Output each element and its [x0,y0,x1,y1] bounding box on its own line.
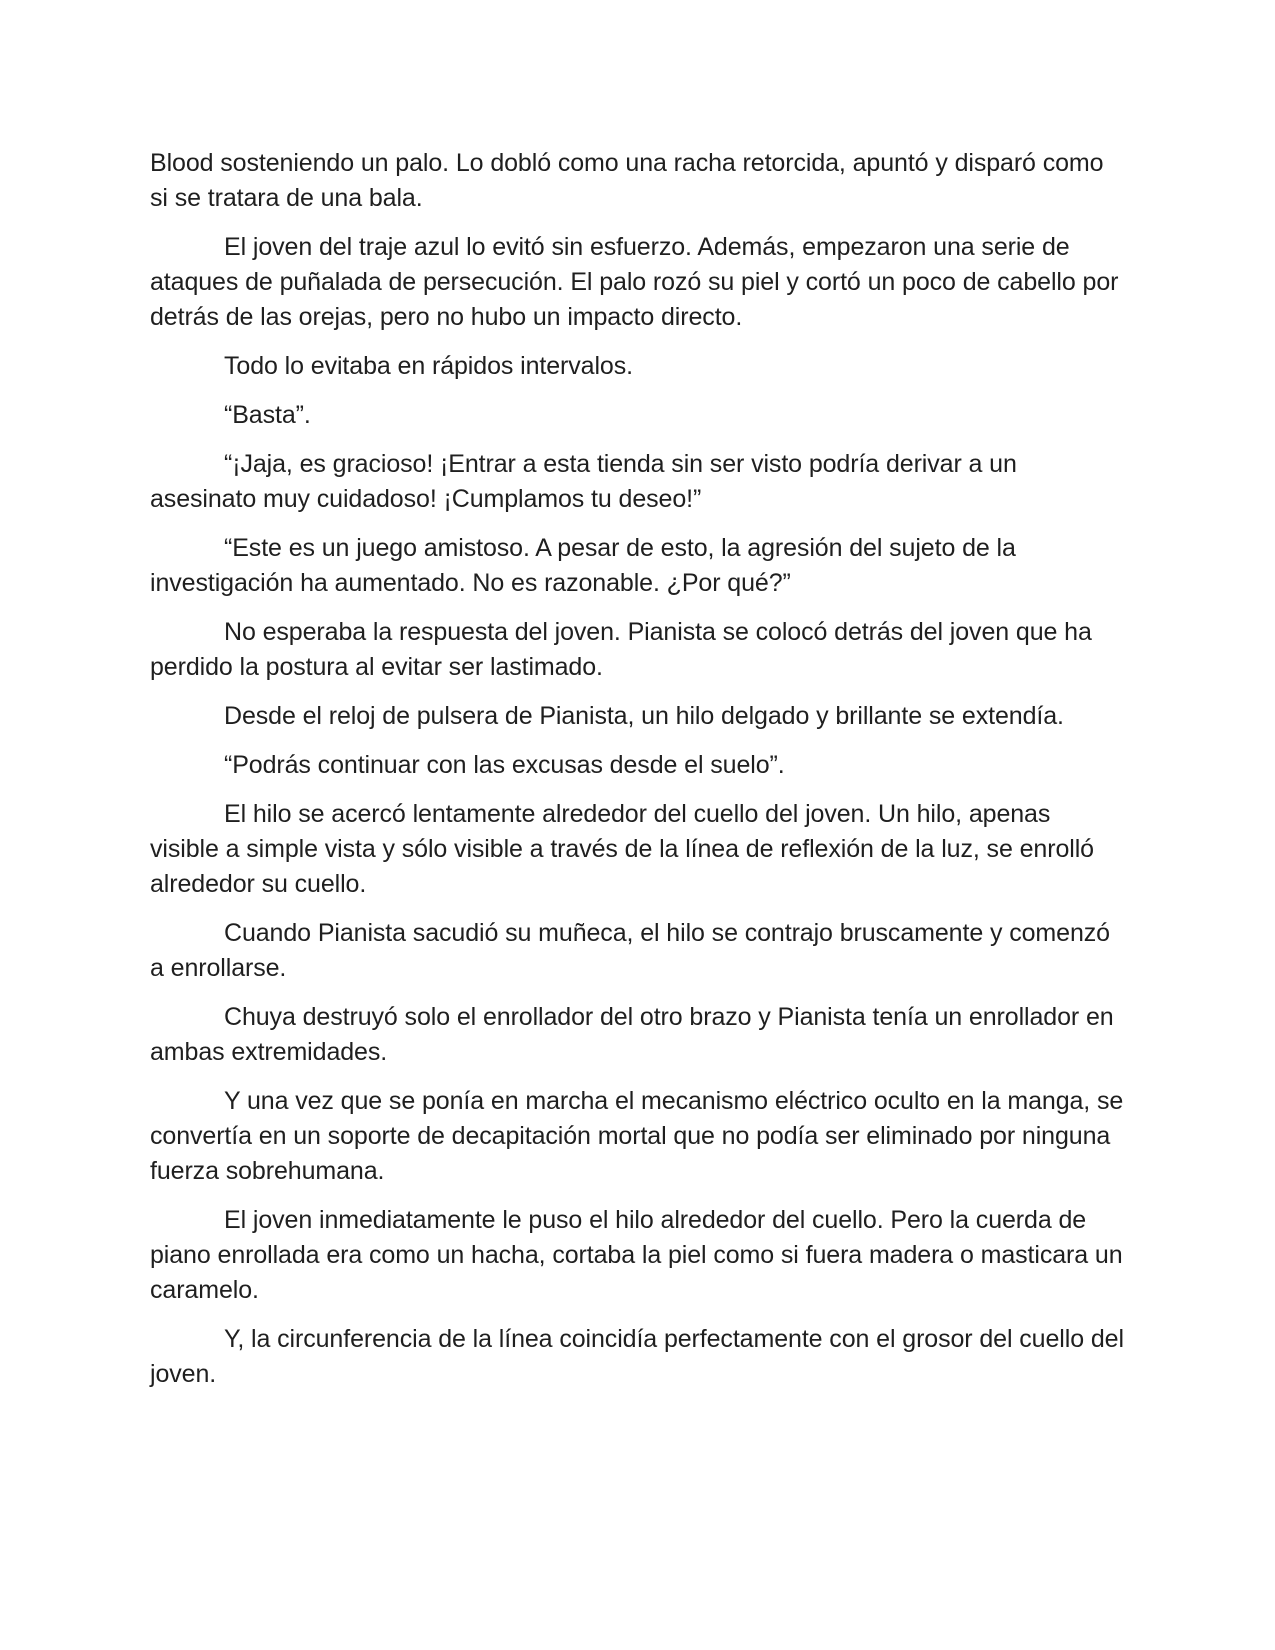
document-page [150,146,1125,1406]
paragraph-5: “¡Jaja, es gracioso! ¡Entrar a esta tienda sin ser visto podría derivar a un asesinato muy cuidadoso! ¡Cumplamos tu deseo!” [150,450,1017,513]
paragraph-4: “Basta”. [224,401,311,429]
paragraph-10: El hilo se acercó lentamente alrededor del cuello del joven. Un hilo, apenas visible a simple vista y sólo visible a través de la línea de reflexión de la luz, se enrolló alrededor su cuello. [150,800,1094,898]
paragraph-1: Blood sosteniendo un palo. Lo dobló como una racha retorcida, apuntó y disparó como si se tratara de una bala. [150,149,1104,212]
paragraph-8: Desde el reloj de pulsera de Pianista, un hilo delgado y brillante se extendía. [224,702,1064,730]
paragraph-11: Cuando Pianista sacudió su muñeca, el hilo se contrajo bruscamente y comenzó a enrollarse. [150,919,1110,982]
paragraph-3: Todo lo evitaba en rápidos intervalos. [224,352,633,380]
paragraph-15: Y, la circunferencia de la línea coincidía perfectamente con el grosor del cuello del joven. [150,1325,1124,1388]
paragraph-14: El joven inmediatamente le puso el hilo alrededor del cuello. Pero la cuerda de piano enrollada era como un hacha, cortaba la piel como si fuera madera o masticara un caramelo. [150,1206,1123,1304]
paragraph-2: El joven del traje azul lo evitó sin esfuerzo. Además, empezaron una serie de ataques de puñalada de persecución. El palo rozó su piel y cortó un poco de cabello por detrás de las orejas, pero no hubo un impacto directo. [150,233,1119,331]
paragraph-13: Y una vez que se ponía en marcha el mecanismo eléctrico oculto en la manga, se convertía en un soporte de decapitación mortal que no podía ser eliminado por ninguna fuerza sobrehumana. [150,1087,1124,1185]
paragraph-6: “Este es un juego amistoso. A pesar de esto, la agresión del sujeto de la investigación ha aumentado. No es razonable. ¿Por qué?” [150,534,1016,597]
paragraph-9: “Podrás continuar con las excusas desde el suelo”. [224,751,785,779]
paragraph-12: Chuya destruyó solo el enrollador del otro brazo y Pianista tenía un enrollador en ambas extremidades. [150,1003,1114,1066]
paragraph-7: No esperaba la respuesta del joven. Pianista se colocó detrás del joven que ha perdido la postura al evitar ser lastimado. [150,618,1092,681]
